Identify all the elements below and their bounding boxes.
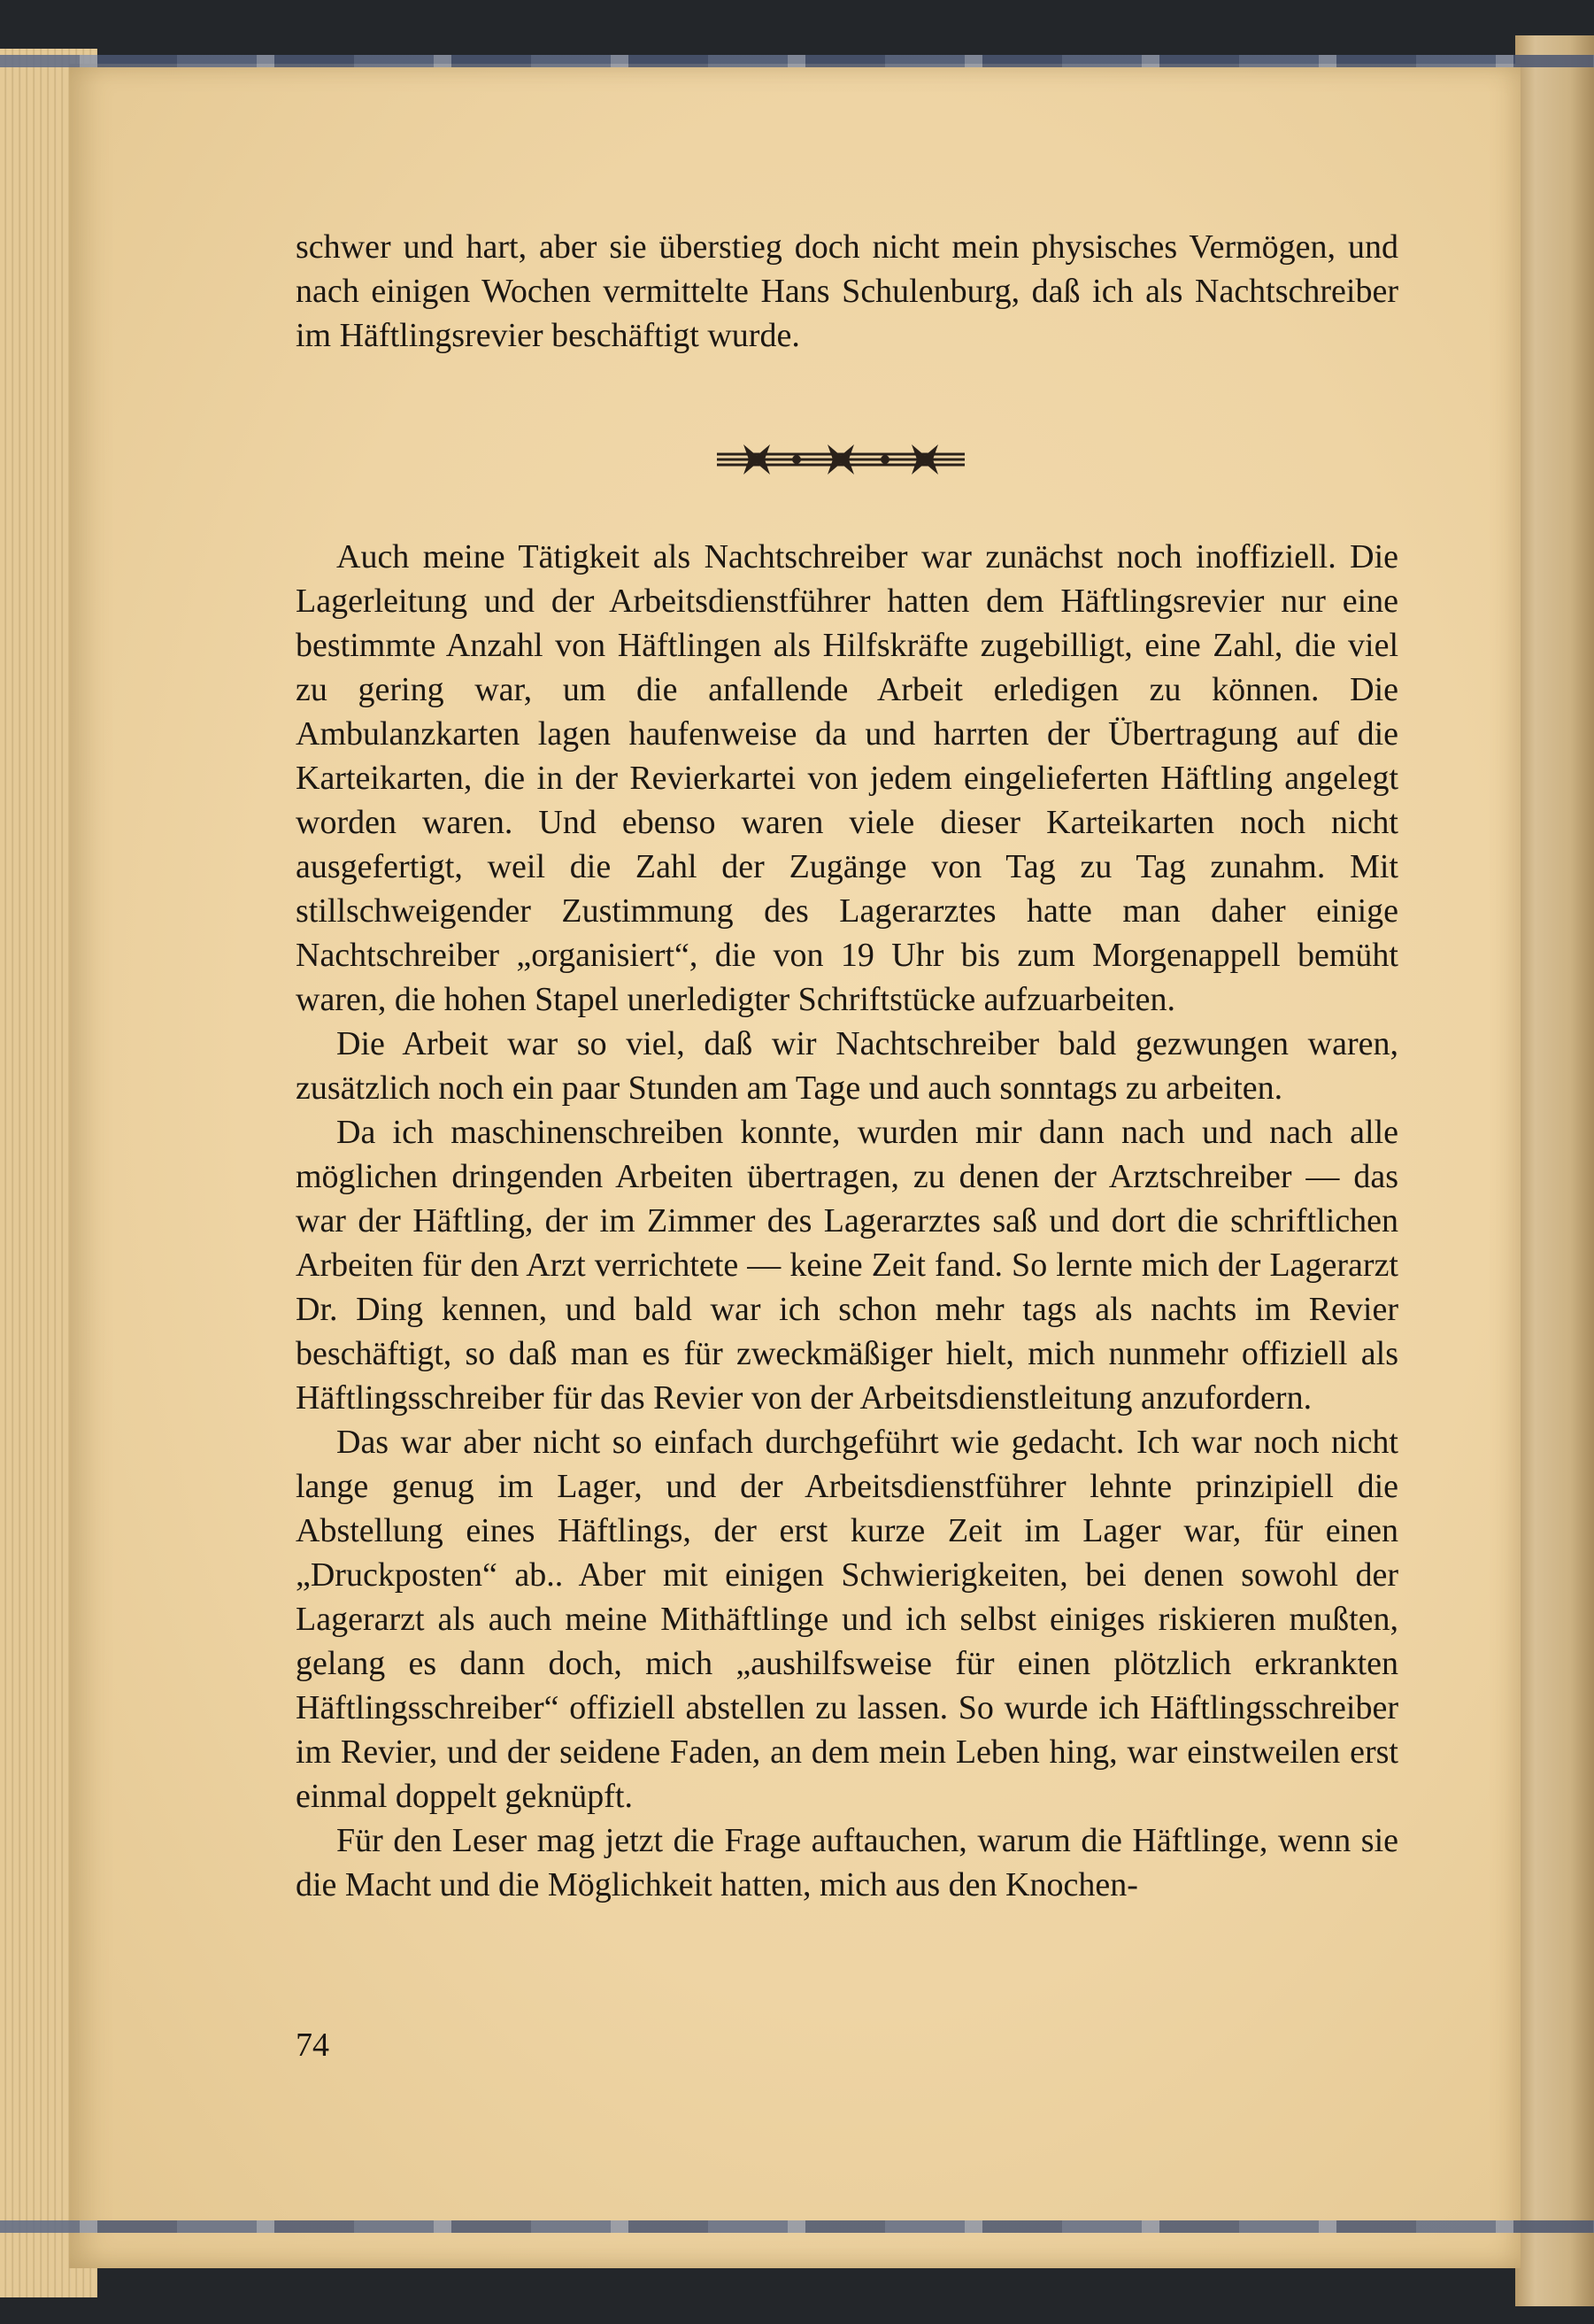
scan-band-bottom bbox=[0, 2220, 1594, 2233]
paragraph: Das war aber nicht so einfach durchgeführt wie gedacht. Ich war noch nicht lange genug im Lager, und der Arbeitsdienstführer lehnte prinzipiell die Abstellung eines Häftlings, der erst kurze Zeit im Lager war, für einen „Druckposten“ ab.. Aber mit einigen Schwierigkeiten, bei denen sowohl der Lagerarzt als auch meine Mithäftlinge und ich selbst einiges riskieren mußten, gelang es dann doch, mich „aushilfsweise für einen plötzlich erkrankten Häftlingsschreiber“ offiziell abstellen zu lassen. So wurde ich Häftlingsschreiber im Revier, und der seidene Faden, an dem mein Leben hing, war einstweilen erst einmal doppelt geknüpft. bbox=[296, 1424, 1398, 1815]
paragraph: Die Arbeit war so viel, daß wir Nachtschreiber bald gezwungen waren, zusätzlich noch ein paar Stunden am Tage und auch sonntags zu arbeiten. bbox=[296, 1025, 1398, 1107]
book-cover-edge bbox=[1515, 35, 1594, 2306]
page-number: 74 bbox=[296, 2027, 329, 2064]
text-block-main bbox=[296, 535, 1398, 1907]
paragraph: Auch meine Tätigkeit als Nachtschreiber war zunächst noch inoffiziell. Die Lagerleitung und der Arbeitsdienstführer hatten dem Häftlingsrevier nur eine bestimmte Anzahl von Häftlingen als Hilfskräfte zugebilligt, eine Zahl, die viel zu gering war, um die anfallende Arbeit erledigen zu können. Die Ambulanzkarten lagen haufenweise da und harrten der Übertragung auf die Karteikarten, die in der Revierkartei von jedem eingelieferten Häftling angelegt worden waren. Und ebenso waren viele dieser Karteikarten noch nicht ausgefertigt, weil die Zahl der Zugänge von Tag zu Tag zunahm. Mit stillschweigender Zustimmung des Lagerarztes hatte man daher einige Nachtschreiber „organisiert“, die von 19 Uhr bis zum Morgenappell bemüht waren, die hohen Stapel unerledigter Schriftstücke aufzuarbeiten. bbox=[296, 538, 1398, 1018]
paragraph: Für den Leser mag jetzt die Frage auftauchen, warum die Häftlinge, wenn sie die Macht und die Möglichkeit hatten, mich aus den Knochen- bbox=[296, 1822, 1398, 1903]
paragraph: Da ich maschinenschreiben konnte, wurden mir dann nach und nach alle möglichen dringenden Arbeiten übertragen, zu denen der Arztschreiber — das war der Häftling, der im Zimmer des Lagerarztes saß und dort die schriftlichen Arbeiten für den Arzt verrichtete — keine Zeit fand. So lernte mich der Lagerarzt Dr. Ding kennen, und bald war ich schon mehr tags als nachts im Revier beschäftigt, so daß man es für zweckmäßiger hielt, mich nunmehr offiziell als Häftlingsschreiber für das Revier von der Arbeitsdienstleitung anzufordern. bbox=[296, 1114, 1398, 1417]
ornament-vignette-icon bbox=[708, 437, 974, 482]
text-block-top bbox=[296, 225, 1398, 358]
paragraph: schwer und hart, aber sie überstieg doch nicht mein physisches Vermögen, und nach einigen Wochen vermittelte Hans Schulenburg, daß ich als Nachtschreiber im Häftlingsrevier beschäftigt wurde. bbox=[296, 228, 1398, 354]
scan-band-top bbox=[0, 55, 1594, 67]
